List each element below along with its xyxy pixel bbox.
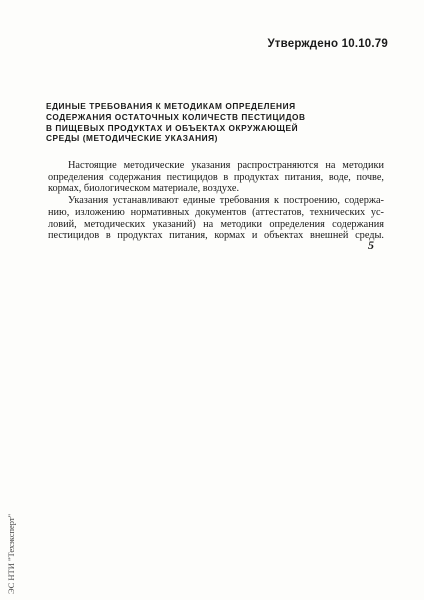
text-line: пестицидов в продуктах питания, кормах и объектах внешней среды.	[48, 230, 384, 242]
text-line: Указания устанавливают единые требования к построению, содержа-	[68, 195, 384, 207]
heading-line: СРЕДЫ (МЕТОДИЧЕСКИЕ УКАЗАНИЯ)	[46, 133, 218, 144]
paragraph-scope	[48, 160, 384, 195]
text-line: определения содержания пестицидов в продуктах питания, воде, почве,	[48, 171, 384, 183]
heading-line: ЕДИНЫЕ ТРЕБОВАНИЯ К МЕТОДИКАМ ОПРЕДЕЛЕНИЯ	[46, 101, 296, 111]
document-body	[48, 160, 384, 242]
approval-date-note: Утверждено 10.10.79	[267, 38, 388, 50]
page-number: 5	[368, 238, 374, 252]
paragraph-requirements	[48, 195, 384, 242]
text-line: Настоящие методические указания распространяются на методики	[68, 160, 384, 171]
publisher-watermark: ЭС НТИ "Техэксперт"	[6, 513, 16, 594]
text-line: нию, изложению нормативных документов (аттестатов, технических ус-	[48, 206, 384, 218]
document-heading	[46, 101, 346, 144]
text-line: кормах, биологическом материале, воздухе.	[48, 183, 240, 195]
heading-line: СОДЕРЖАНИЯ ОСТАТОЧНЫХ КОЛИЧЕСТВ ПЕСТИЦИДОВ	[46, 111, 306, 122]
heading-line: В ПИЩЕВЫХ ПРОДУКТАХ И ОБЪЕКТАХ ОКРУЖАЮЩЕЙ	[46, 122, 299, 133]
text-line: ловий, методических указаний) на методики определения содержания	[48, 218, 384, 230]
